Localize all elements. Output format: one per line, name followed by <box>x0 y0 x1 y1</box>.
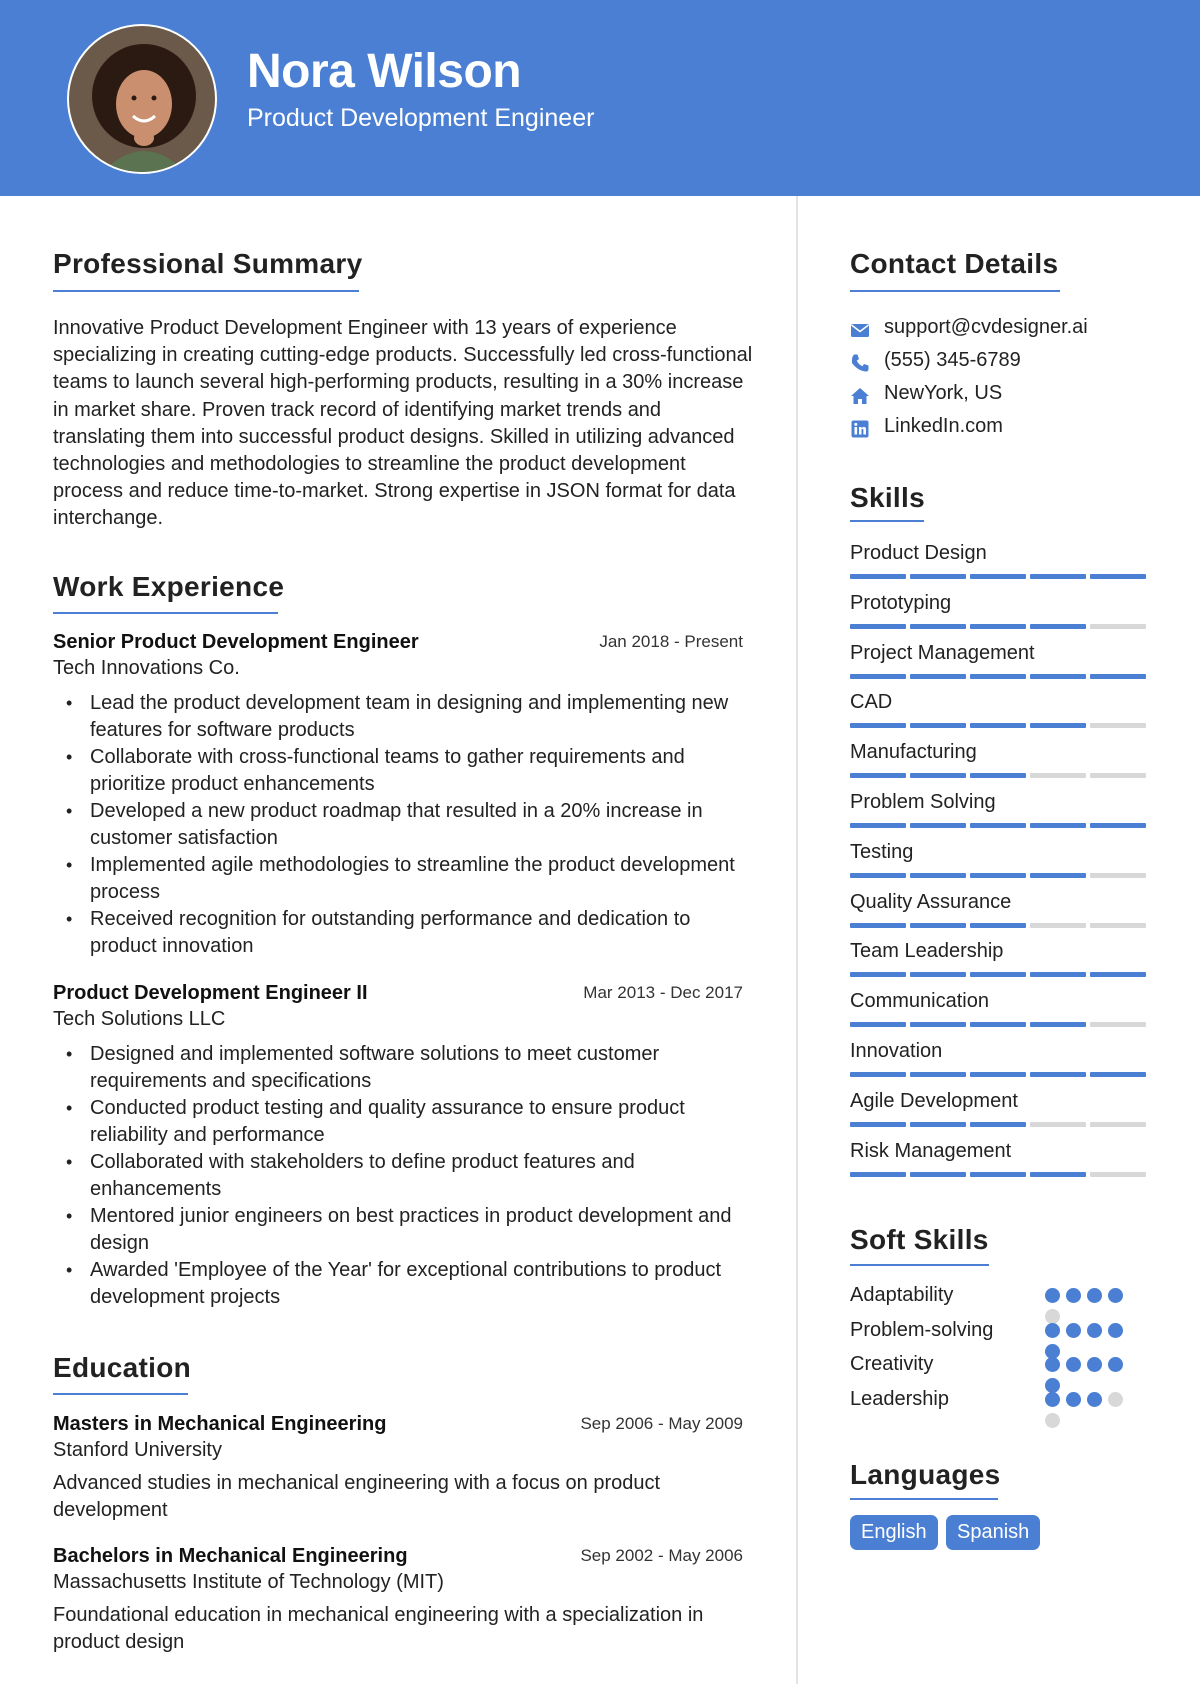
job-bullet: • Collaborate with cross-functional teams to gather requirements and prioritize product enhancements <box>53 744 743 798</box>
skill-segment-filled <box>970 624 1026 629</box>
skill-segment-filled <box>1030 574 1086 579</box>
rating-dot-filled <box>1066 1323 1081 1338</box>
skill-name: Problem Solving <box>850 791 996 813</box>
skill-segment-filled <box>1030 674 1086 679</box>
skill-item <box>850 839 1150 878</box>
job-date: Mar 2013 - Dec 2017 <box>583 983 743 1002</box>
skill-segment-filled <box>970 823 1026 828</box>
skill-segment-filled <box>1090 823 1146 828</box>
skill-segment-filled <box>1030 972 1086 977</box>
phone-icon <box>850 353 870 373</box>
rating-dot-empty <box>1045 1413 1060 1428</box>
soft-skill-item <box>850 1317 1150 1347</box>
rating-dot-filled <box>1045 1357 1060 1372</box>
skill-segment-filled <box>850 773 906 778</box>
candidate-name: Nora Wilson <box>247 45 522 98</box>
skills-underline <box>850 520 924 522</box>
skill-name: Team Leadership <box>850 940 1004 962</box>
school-name: Massachusetts Institute of Technology (MIT) <box>53 1571 444 1593</box>
skill-segment-filled <box>910 923 966 928</box>
skill-segment-filled <box>970 873 1026 878</box>
soft-skill-name: Creativity <box>850 1353 934 1375</box>
skill-segment-filled <box>850 624 906 629</box>
skill-level-bar <box>850 1122 1150 1127</box>
skill-segment-filled <box>970 574 1026 579</box>
degree-title: Masters in Mechanical Engineering <box>53 1413 387 1435</box>
skill-segment-filled <box>910 624 966 629</box>
skill-segment-filled <box>1030 823 1086 828</box>
job-bullets <box>53 1041 743 1311</box>
job-bullet: • Implemented agile methodologies to streamline the product development process <box>53 852 743 906</box>
job-date: Jan 2018 - Present <box>599 632 743 651</box>
contact-linkedin[interactable] <box>850 412 1180 445</box>
languages-heading: Languages <box>850 1459 1001 1490</box>
skill-item <box>850 1138 1150 1177</box>
skill-item <box>850 1088 1150 1127</box>
skill-segment-filled <box>850 723 906 728</box>
skill-segment-filled <box>1030 624 1086 629</box>
envelope-icon <box>850 320 870 340</box>
skill-level-bar <box>850 1072 1150 1077</box>
skill-segment-filled <box>850 674 906 679</box>
skill-segment-filled <box>970 1122 1026 1127</box>
education-heading: Education <box>53 1352 192 1383</box>
degree-title: Bachelors in Mechanical Engineering <box>53 1545 408 1567</box>
soft-skill-name: Problem-solving <box>850 1319 994 1341</box>
skill-segment-empty <box>1030 923 1086 928</box>
degree-description: Advanced studies in mechanical engineering with a focus on product development <box>53 1472 661 1521</box>
skill-name: Quality Assurance <box>850 891 1012 913</box>
profile-photo-image <box>69 26 217 174</box>
skill-segment-filled <box>1090 574 1146 579</box>
skill-segment-empty <box>1090 773 1146 778</box>
skill-segment-filled <box>970 1172 1026 1177</box>
soft-skills-heading: Soft Skills <box>850 1224 989 1255</box>
rating-dot-filled <box>1045 1323 1060 1338</box>
job-bullet: • Lead the product development team in designing and implementing new features for software products <box>53 690 743 744</box>
soft-skill-name: Leadership <box>850 1388 949 1410</box>
soft-skill-item <box>850 1282 1150 1312</box>
skill-level-bar <box>850 873 1150 878</box>
profile-photo <box>67 24 217 174</box>
rating-dot-filled <box>1066 1392 1081 1407</box>
skill-segment-filled <box>970 674 1026 679</box>
skill-level-bar <box>850 574 1150 579</box>
contact-email-text: support@cvdesigner.ai <box>884 316 1088 338</box>
job-company: Tech Solutions LLC <box>53 1008 226 1030</box>
skill-segment-filled <box>850 1122 906 1127</box>
skill-segment-filled <box>850 574 906 579</box>
job-entry <box>53 980 743 1311</box>
home-icon <box>850 386 870 406</box>
rating-dot-filled <box>1045 1288 1060 1303</box>
skill-segment-filled <box>970 1022 1026 1027</box>
skill-segment-filled <box>910 1122 966 1127</box>
skill-segment-filled <box>1090 1072 1146 1077</box>
skill-name: Project Management <box>850 642 1035 664</box>
skill-segment-empty <box>1090 923 1146 928</box>
skill-name: Manufacturing <box>850 741 977 763</box>
job-bullets <box>53 690 743 960</box>
skill-segment-empty <box>1090 1022 1146 1027</box>
skill-segment-filled <box>910 1022 966 1027</box>
skill-segment-empty <box>1090 1122 1146 1127</box>
skill-segment-filled <box>970 773 1026 778</box>
job-bullet: • Collaborated with stakeholders to define product features and enhancements <box>53 1149 743 1203</box>
skill-level-bar <box>850 723 1150 728</box>
skill-item <box>850 889 1150 928</box>
skill-name: Communication <box>850 990 989 1012</box>
skill-name: Risk Management <box>850 1140 1012 1162</box>
soft-skill-item <box>850 1351 1150 1381</box>
skill-name: Agile Development <box>850 1090 1018 1112</box>
skill-segment-filled <box>970 723 1026 728</box>
skill-segment-filled <box>910 723 966 728</box>
education-underline <box>53 1393 188 1395</box>
rating-dot-filled <box>1087 1392 1102 1407</box>
skill-level-bar <box>850 1022 1150 1027</box>
degree-date: Sep 2002 - May 2006 <box>580 1546 743 1565</box>
skill-segment-empty <box>1090 1172 1146 1177</box>
skill-name: Testing <box>850 841 914 863</box>
job-bullet: • Conducted product testing and quality assurance to ensure product reliability and performance <box>53 1095 743 1149</box>
job-bullet: • Mentored junior engineers on best practices in product development and design <box>53 1203 743 1257</box>
skill-segment-filled <box>850 1172 906 1177</box>
skill-segment-filled <box>910 1172 966 1177</box>
contact-underline <box>850 290 1060 292</box>
school-name: Stanford University <box>53 1439 222 1461</box>
skill-segment-filled <box>910 823 966 828</box>
rating-dot-filled <box>1108 1323 1123 1338</box>
job-company: Tech Innovations Co. <box>53 657 240 679</box>
contact-location <box>850 379 1180 412</box>
education-entry <box>53 1411 743 1524</box>
soft-skill-name: Adaptability <box>850 1284 954 1306</box>
degree-description: Foundational education in mechanical engineering with a specialization in product design <box>53 1604 704 1653</box>
skill-segment-filled <box>1030 873 1086 878</box>
skill-segment-filled <box>1030 723 1086 728</box>
job-entry <box>53 629 743 960</box>
experience-heading: Work Experience <box>53 571 285 602</box>
contact-list <box>850 313 1180 445</box>
skill-segment-filled <box>1090 674 1146 679</box>
skill-segment-empty <box>1090 723 1146 728</box>
rating-dot-filled <box>1066 1357 1081 1372</box>
experience-underline <box>53 612 278 614</box>
skill-segment-filled <box>910 674 966 679</box>
skill-segment-filled <box>970 972 1026 977</box>
rating-dot-filled <box>1087 1323 1102 1338</box>
resume-header <box>0 0 1200 196</box>
skill-segment-filled <box>970 923 1026 928</box>
skill-segment-filled <box>850 1072 906 1077</box>
contact-heading: Contact Details <box>850 248 1059 279</box>
job-title: Senior Product Development Engineer <box>53 631 419 653</box>
summary-underline <box>53 290 359 292</box>
skill-level-bar <box>850 674 1150 679</box>
skill-segment-filled <box>910 773 966 778</box>
skill-segment-filled <box>850 923 906 928</box>
skill-item <box>850 739 1150 778</box>
summary-heading: Professional Summary <box>53 248 363 279</box>
contact-phone[interactable] <box>850 346 1180 379</box>
skill-item <box>850 540 1150 579</box>
job-bullet: • Awarded 'Employee of the Year' for exceptional contributions to product development projects <box>53 1257 743 1311</box>
skill-segment-filled <box>1030 1022 1086 1027</box>
skill-item <box>850 789 1150 828</box>
skill-segment-filled <box>850 972 906 977</box>
job-bullet: • Developed a new product roadmap that resulted in a 20% increase in customer satisfaction <box>53 798 743 852</box>
skill-item <box>850 1038 1150 1077</box>
contact-phone-text: (555) 345-6789 <box>884 349 1021 371</box>
column-divider <box>796 196 798 1684</box>
soft-skills-underline <box>850 1264 989 1266</box>
job-bullet: • Designed and implemented software solutions to meet customer requirements and specifications <box>53 1041 743 1095</box>
job-title: Product Development Engineer II <box>53 982 368 1004</box>
rating-dot-filled <box>1066 1288 1081 1303</box>
skill-level-bar <box>850 923 1150 928</box>
skill-item <box>850 988 1150 1027</box>
skill-name: Prototyping <box>850 592 952 614</box>
rating-dot-filled <box>1108 1288 1123 1303</box>
contact-email[interactable] <box>850 313 1180 346</box>
linkedin-icon <box>850 419 870 439</box>
skill-segment-filled <box>970 1072 1026 1077</box>
skill-segment-filled <box>1030 1072 1086 1077</box>
skill-segment-filled <box>850 1022 906 1027</box>
skill-level-bar <box>850 773 1150 778</box>
rating-dot-filled <box>1045 1392 1060 1407</box>
candidate-role: Product Development Engineer <box>247 104 595 132</box>
skill-segment-filled <box>910 574 966 579</box>
soft-skill-item <box>850 1386 1150 1416</box>
summary-text: Innovative Product Development Engineer with 13 years of experience specializing in creating cutting-edge products. Successfully led cross-functional teams to launch several high-performing products, resulting in a 30% increase in market share. Proven track record of identifying market trends and translating them into successful product designs. Skilled in utilizing advanced technologies and methodologies to streamline the product development process and reduce time-to-market. Strong expertise in JSON format for data interchange. <box>53 317 753 530</box>
rating-dot-empty <box>1108 1392 1123 1407</box>
skill-segment-empty <box>1030 773 1086 778</box>
languages-underline <box>850 1498 998 1500</box>
skill-level-bar <box>850 972 1150 977</box>
education-entry <box>53 1543 743 1656</box>
rating-dot-filled <box>1087 1288 1102 1303</box>
skill-level-bar <box>850 1172 1150 1177</box>
language-tag-spanish: Spanish <box>946 1515 1040 1550</box>
rating-dot-filled <box>1108 1357 1123 1372</box>
skills-heading: Skills <box>850 482 925 513</box>
skill-name: CAD <box>850 691 893 713</box>
skill-segment-filled <box>910 972 966 977</box>
skill-item <box>850 689 1150 728</box>
skill-level-bar <box>850 823 1150 828</box>
skill-name: Innovation <box>850 1040 943 1062</box>
contact-linkedin-text: LinkedIn.com <box>884 415 1003 437</box>
skill-name: Product Design <box>850 542 987 564</box>
skill-segment-filled <box>910 1072 966 1077</box>
skill-segment-empty <box>1030 1122 1086 1127</box>
skill-segment-filled <box>850 823 906 828</box>
skill-segment-filled <box>1030 1172 1086 1177</box>
skill-segment-filled <box>1090 972 1146 977</box>
skill-item <box>850 938 1150 977</box>
skill-segment-empty <box>1090 873 1146 878</box>
language-tag-english: English <box>850 1515 938 1550</box>
skill-level-bar <box>850 624 1150 629</box>
degree-date: Sep 2006 - May 2009 <box>580 1414 743 1433</box>
skill-segment-filled <box>910 873 966 878</box>
contact-location-text: NewYork, US <box>884 382 1003 404</box>
skill-segment-filled <box>850 873 906 878</box>
skill-item <box>850 640 1150 679</box>
rating-dot-filled <box>1087 1357 1102 1372</box>
skill-item <box>850 590 1150 629</box>
job-bullet: • Received recognition for outstanding performance and dedication to product innovation <box>53 906 743 960</box>
skill-segment-empty <box>1090 624 1146 629</box>
